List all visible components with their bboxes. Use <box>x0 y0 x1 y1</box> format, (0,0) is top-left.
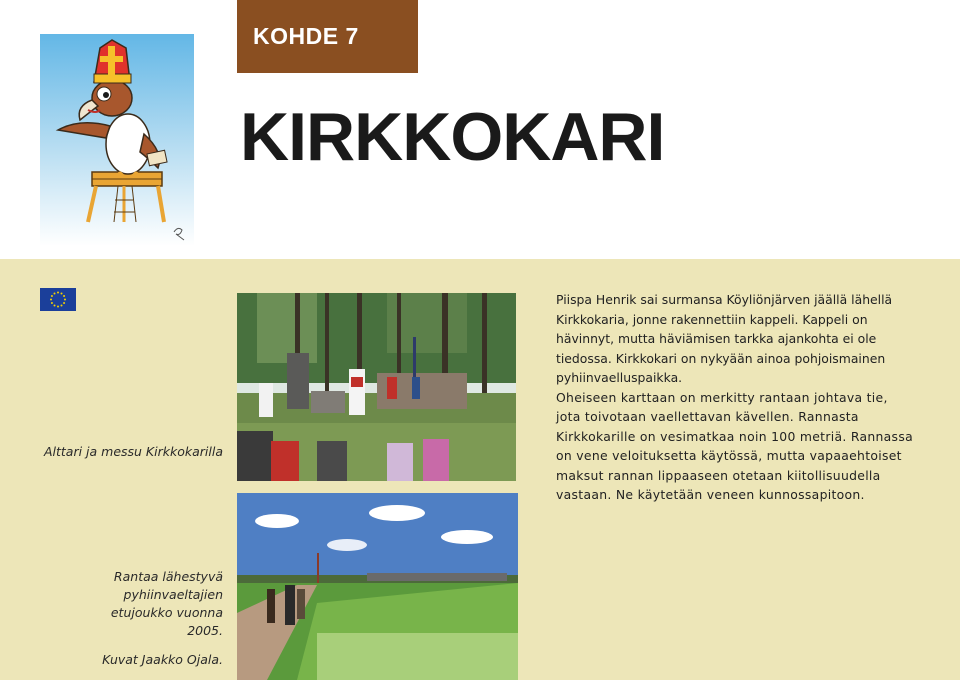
eu-star-icon <box>54 292 56 294</box>
article-body <box>556 290 916 505</box>
eu-star-icon <box>61 292 63 294</box>
pilgrims-caption-line: Rantaa lähestyvä <box>113 569 223 584</box>
pilgrims-photo <box>237 493 518 680</box>
eu-flag-icon <box>40 288 76 311</box>
pilgrims-caption <box>20 568 223 640</box>
eu-star-icon <box>63 302 65 304</box>
article-paragraph: Piispa Henrik sai surmansa Köyliönjärven jäällä lähellä Kirkkokaria, jonne rakennettiin kappeli. Kappeli on hävinnyt, mutta häviämisen tarkka ajankohta ei ole tiedossa. Kirkkokari on nykyään ainoa pohjoismainen pyhiinvaelluspaikka. <box>556 292 893 385</box>
eu-star-icon <box>61 305 63 307</box>
photo-credit: Kuvat Jaakko Ojala. <box>102 652 223 667</box>
section-badge: KOHDE 7 <box>237 0 418 73</box>
eu-star-icon <box>57 292 59 294</box>
eu-star-icon <box>57 306 59 308</box>
eu-star-icon <box>63 295 65 297</box>
altar-caption: Alttari ja messu Kirkkokarilla <box>43 444 223 459</box>
eu-star-icon <box>50 299 52 301</box>
article-paragraph: Oheiseen karttaan on merkitty rantaan johtava tie, jota toivotaan vaellettavan kävellen. Rannasta Kirkkokarille on vesimatkaa noin 100 metriä. Rannassa on vene veloituksetta käytössä, mutta vapaaehtoiset maksut rannan lippaaseen otetaan kiitollisuudella vastaan. Ne käytetään veneen kunnossapitoon. <box>556 389 913 502</box>
eu-star-icon <box>51 295 53 297</box>
cartoon-bird-bishop-icon <box>40 34 194 246</box>
pilgrims-caption-line: pyhiinvaeltajien <box>123 587 223 602</box>
eu-star-icon <box>51 302 53 304</box>
page-title: KIRKKOKARI <box>240 99 665 175</box>
pilgrims-caption-line: etujoukko vuonna <box>110 605 223 620</box>
eu-star-icon <box>64 299 66 301</box>
eu-star-icon <box>54 305 56 307</box>
altar-mass-photo <box>237 293 516 481</box>
pilgrims-caption-line: 2005. <box>187 623 223 638</box>
